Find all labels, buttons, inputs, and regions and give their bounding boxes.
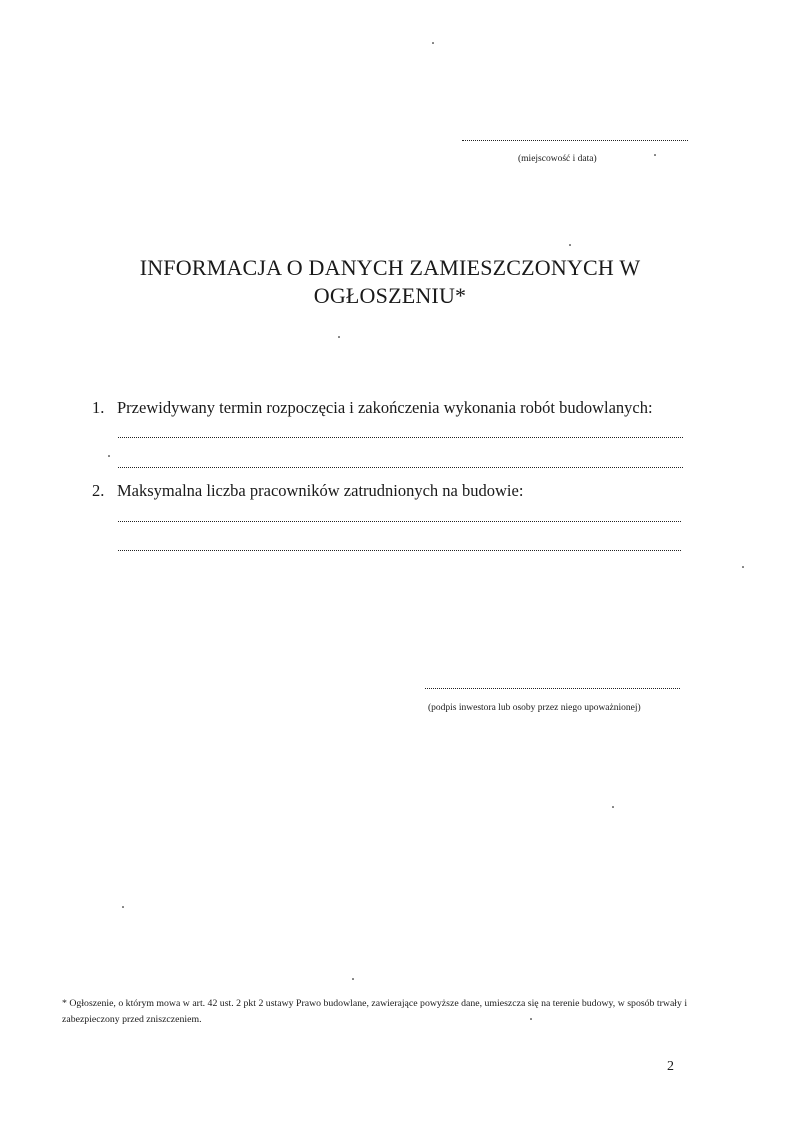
scan-speck bbox=[654, 154, 656, 156]
page-number: 2 bbox=[667, 1059, 674, 1074]
item-1-answer-line-2[interactable] bbox=[118, 467, 683, 468]
scan-speck bbox=[530, 1018, 532, 1020]
scan-speck bbox=[352, 978, 354, 980]
item-1-answer-line-1[interactable] bbox=[118, 437, 683, 438]
signature-field[interactable] bbox=[425, 688, 680, 689]
footnote: * Ogłoszenie, o którym mowa w art. 42 ust. 2 pkt 2 ustawy Prawo budowlane, zawierające powyższe dane, umieszcza się na terenie budowy, w sposób trwały i zabezpieczony przed zniszczeniem. bbox=[62, 998, 688, 1025]
item-1-text: Przewidywany termin rozpoczęcia i zakończenia wykonania robót budowlanych: bbox=[117, 398, 653, 417]
item-2-answer-line-2[interactable] bbox=[118, 550, 681, 551]
scan-speck bbox=[108, 455, 110, 457]
item-1-number: 1. bbox=[92, 398, 105, 417]
scan-speck bbox=[742, 566, 744, 568]
item-1-label bbox=[92, 398, 653, 418]
signature-caption: (podpis inwestora lub osoby przez niego upoważnionej) bbox=[428, 703, 641, 713]
title-line-2: OGŁOSZENIU* bbox=[313, 283, 467, 308]
scan-speck bbox=[569, 244, 571, 246]
item-2-number: 2. bbox=[92, 481, 105, 500]
scan-speck bbox=[612, 806, 614, 808]
place-date-caption: (miejscowość i data) bbox=[518, 154, 597, 164]
item-2-label bbox=[92, 481, 523, 501]
item-2-text: Maksymalna liczba pracowników zatrudnionych na budowie: bbox=[117, 481, 524, 500]
place-date-field[interactable] bbox=[462, 140, 688, 141]
document-title bbox=[60, 254, 720, 310]
title-line-1: INFORMACJA O DANYCH ZAMIESZCZONYCH W bbox=[139, 255, 641, 280]
scan-speck bbox=[338, 336, 340, 338]
item-2-answer-line-1[interactable] bbox=[118, 521, 681, 522]
scan-speck bbox=[122, 906, 124, 908]
scan-speck bbox=[432, 42, 434, 44]
